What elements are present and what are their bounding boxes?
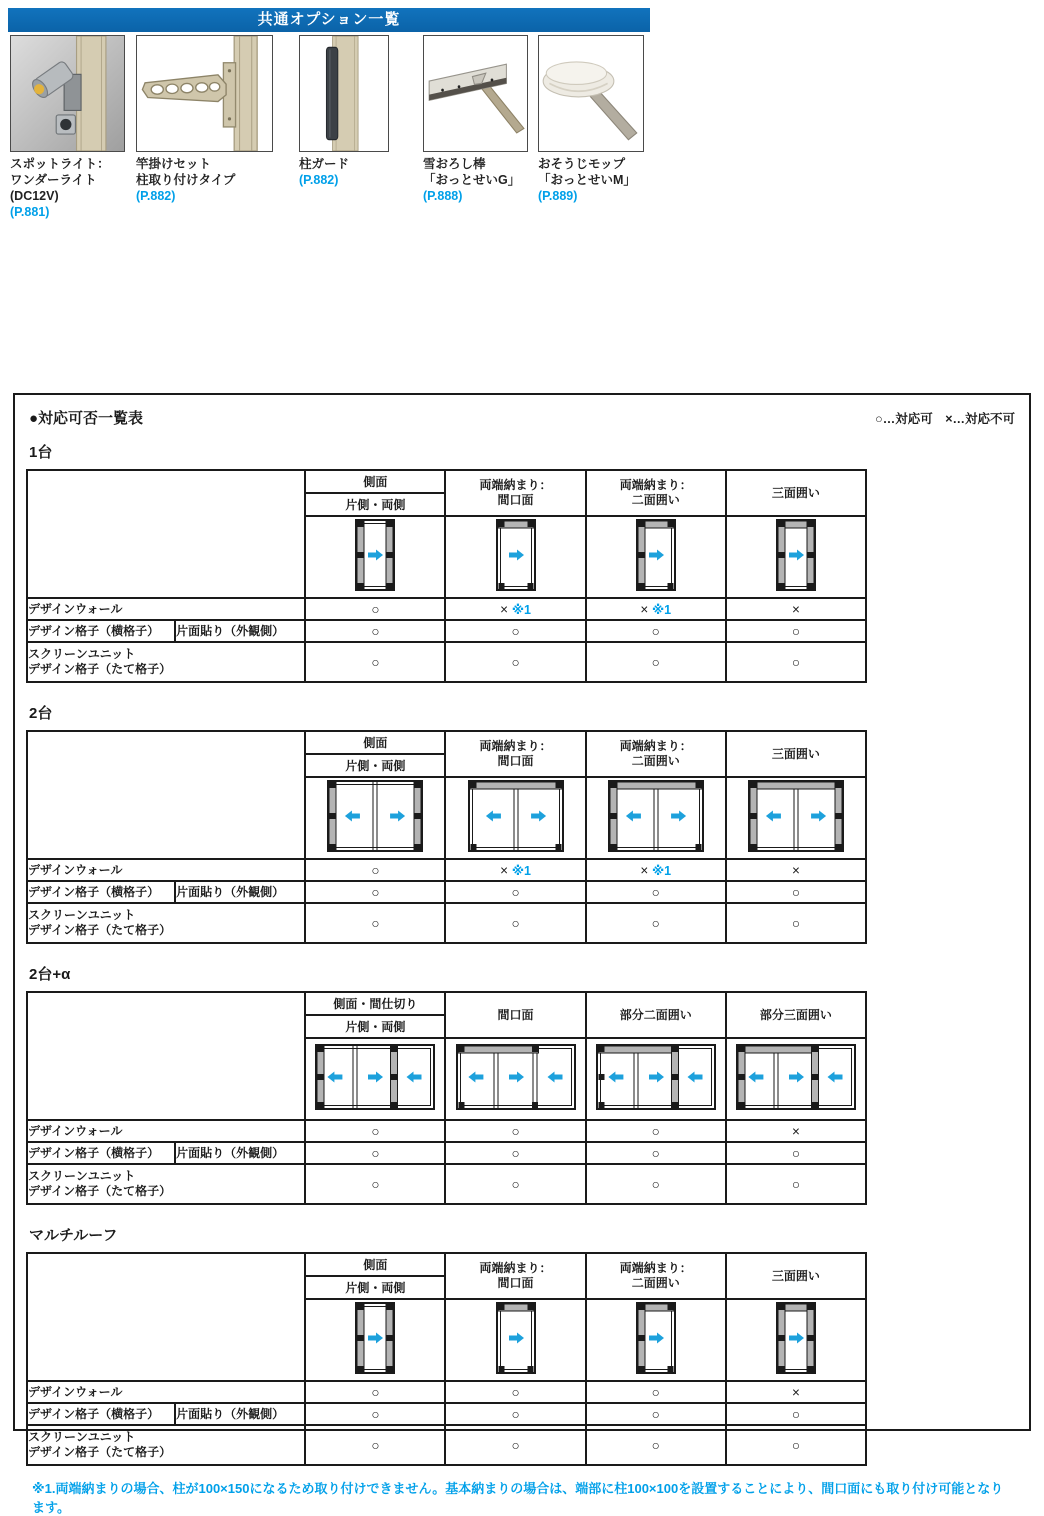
layout-diagram — [636, 519, 676, 591]
table-title: 1台 — [29, 444, 53, 461]
product-name: 竿掛けセット 柱取り付けタイプ — [136, 157, 236, 187]
value-cell: × ※1 — [445, 859, 585, 881]
compatibility-title: ●対応可否一覧表 — [29, 410, 144, 427]
row-label: デザインウォール — [27, 859, 305, 881]
row-label: デザインウォール — [27, 598, 305, 620]
value-cell: ○ — [305, 859, 445, 881]
value-cell: ○ — [445, 1403, 585, 1425]
layout-diagram — [496, 1302, 536, 1374]
value-cell: ○ — [586, 620, 726, 642]
product-page-ref: (P.888) — [423, 189, 463, 203]
layout-diagram — [315, 1044, 435, 1110]
row-label: デザインウォール — [27, 1120, 305, 1142]
diagram-cell — [586, 1038, 726, 1120]
value-cell: ○ — [586, 1381, 726, 1403]
value-cell: ○ — [726, 903, 866, 943]
layout-diagram — [456, 1044, 576, 1110]
product-card — [538, 35, 644, 205]
diagram-cell — [305, 777, 445, 859]
value-cell: ○ — [305, 1142, 445, 1164]
layout-diagram — [776, 1302, 816, 1374]
post-guard-photo — [299, 35, 389, 152]
layout-diagram — [596, 1044, 716, 1110]
value-cell: ○ — [445, 1142, 585, 1164]
value-cell: ○ — [445, 1381, 585, 1403]
layout-diagram — [355, 519, 395, 591]
value-cell: ○ — [305, 903, 445, 943]
column-header: 側面 — [305, 1253, 445, 1276]
row-label: スクリーンユニット デザイン格子（たて格子） — [27, 1164, 305, 1204]
row-sublabel: 片面貼り（外観側） — [175, 1142, 305, 1164]
row-label: デザイン格子（横格子） — [27, 881, 175, 903]
row-label: スクリーンユニット デザイン格子（たて格子） — [27, 903, 305, 943]
value-cell: ○ — [445, 1120, 585, 1142]
value-cell: × ※1 — [445, 598, 585, 620]
value-cell: ○ — [726, 881, 866, 903]
label-column-spacer — [27, 992, 305, 1120]
value-cell: ○ — [305, 1164, 445, 1204]
value-cell: ○ — [726, 620, 866, 642]
value-cell: ○ — [586, 1120, 726, 1142]
value-cell: ○ — [726, 1142, 866, 1164]
compat-tables — [26, 441, 1015, 1466]
value-cell: × — [726, 1381, 866, 1403]
value-cell: ○ — [726, 1164, 866, 1204]
mop-photo — [538, 35, 644, 152]
row-label: デザイン格子（横格子） — [27, 620, 175, 642]
row-label: デザイン格子（横格子） — [27, 1142, 175, 1164]
value-cell: ○ — [305, 1425, 445, 1465]
row-label: デザイン格子（横格子） — [27, 1403, 175, 1425]
column-header: 側面 — [305, 470, 445, 493]
column-header: 両端納まり： 間口面 — [445, 1253, 585, 1299]
diagram-cell — [305, 1299, 445, 1381]
column-header: 両端納まり： 二面囲い — [586, 1253, 726, 1299]
value-cell: ○ — [305, 1403, 445, 1425]
table-title: マルチルーフ — [29, 1227, 118, 1244]
product-card — [299, 35, 389, 189]
row-label: スクリーンユニット デザイン格子（たて格子） — [27, 642, 305, 682]
diagram-cell — [445, 516, 585, 598]
value-cell: ○ — [305, 642, 445, 682]
diagram-cell — [586, 777, 726, 859]
value-cell: ○ — [586, 1164, 726, 1204]
product-card — [423, 35, 528, 205]
value-cell: ○ — [445, 1425, 585, 1465]
value-cell: ○ — [586, 1142, 726, 1164]
column-header: 側面 — [305, 731, 445, 754]
product-name: 雪おろし棒 「おっとせいG」 — [423, 157, 521, 187]
diagram-cell — [726, 516, 866, 598]
column-subheader: 片側・両側 — [305, 493, 445, 516]
column-subheader: 片側・両側 — [305, 1015, 445, 1038]
column-header: 両端納まり： 二面囲い — [586, 470, 726, 516]
value-cell: ○ — [586, 881, 726, 903]
row-sublabel: 片面貼り（外観側） — [175, 881, 305, 903]
product-list — [0, 35, 1044, 235]
compat-table — [26, 1252, 867, 1466]
value-cell: × — [726, 1120, 866, 1142]
layout-diagram — [776, 519, 816, 591]
column-subheader: 片側・両側 — [305, 754, 445, 777]
table-title: 2台 — [29, 705, 53, 722]
value-cell: ○ — [305, 620, 445, 642]
value-cell: ○ — [305, 881, 445, 903]
diagram-cell — [305, 516, 445, 598]
value-cell: ○ — [445, 881, 585, 903]
compatibility-section — [13, 393, 1031, 1515]
row-label: スクリーンユニット デザイン格子（たて格子） — [27, 1425, 305, 1465]
diagram-cell — [726, 1299, 866, 1381]
snow-rake-photo — [423, 35, 528, 152]
layout-diagram — [748, 780, 844, 852]
diagram-cell — [726, 1038, 866, 1120]
value-cell: ○ — [726, 642, 866, 682]
column-header: 部分三面囲い — [726, 992, 866, 1038]
column-header: 部分二面囲い — [586, 992, 726, 1038]
legend: ○…対応可 ×…対応不可 — [875, 412, 1015, 426]
layout-diagram — [736, 1044, 856, 1110]
value-cell: ○ — [305, 1381, 445, 1403]
diagram-cell — [445, 1038, 585, 1120]
footnote-marker: ※1 — [651, 863, 672, 878]
value-cell: ○ — [445, 1164, 585, 1204]
diagram-cell — [586, 1299, 726, 1381]
spotlight-photo — [10, 35, 125, 152]
diagram-cell — [305, 1038, 445, 1120]
row-sublabel: 片面貼り（外観側） — [175, 620, 305, 642]
value-cell: ○ — [586, 903, 726, 943]
layout-diagram — [496, 519, 536, 591]
row-sublabel: 片面貼り（外観側） — [175, 1403, 305, 1425]
product-page-ref: (P.882) — [299, 173, 339, 187]
column-header: 三面囲い — [726, 470, 866, 516]
table-title: 2台+α — [29, 966, 71, 983]
diagram-cell — [445, 1299, 585, 1381]
footnote-marker: ※1 — [651, 602, 672, 617]
product-name: スポットライト： ワンダーライト (DC12V) — [10, 157, 110, 203]
common-options-header: 共通オプション一覧 — [8, 8, 650, 32]
value-cell: ○ — [586, 642, 726, 682]
footnote-marker: ※1 — [511, 602, 531, 617]
compatibility-header — [26, 407, 1015, 428]
value-cell: ○ — [726, 1425, 866, 1465]
column-header: 両端納まり： 二面囲い — [586, 731, 726, 777]
value-cell: ○ — [445, 903, 585, 943]
column-header: 三面囲い — [726, 1253, 866, 1299]
product-name: 柱ガード — [299, 157, 350, 171]
column-header: 三面囲い — [726, 731, 866, 777]
value-cell: × — [726, 598, 866, 620]
compat-table — [26, 991, 867, 1205]
footnote: ※1.両端納まりの場合、柱が100×150になるため取り付けできません。基本納まりの場合は、端部に柱100×100を設置することにより、間口面にも取り付け可能となります。 — [32, 1481, 1004, 1515]
label-column-spacer — [27, 1253, 305, 1381]
column-subheader: 片側・両側 — [305, 1276, 445, 1299]
layout-diagram — [355, 1302, 395, 1374]
value-cell: ○ — [445, 620, 585, 642]
pole-hanger-photo — [136, 35, 273, 152]
column-header: 両端納まり： 間口面 — [445, 470, 585, 516]
product-name: おそうじモップ 「おっとせいM」 — [538, 157, 636, 187]
value-cell: ○ — [726, 1403, 866, 1425]
column-header: 両端納まり： 間口面 — [445, 731, 585, 777]
label-column-spacer — [27, 731, 305, 859]
value-cell: ○ — [445, 642, 585, 682]
column-header: 間口面 — [445, 992, 585, 1038]
layout-diagram — [608, 780, 704, 852]
footnote-marker: ※1 — [511, 863, 531, 878]
value-cell: × ※1 — [586, 859, 726, 881]
diagram-cell — [586, 516, 726, 598]
value-cell: ○ — [305, 1120, 445, 1142]
compat-table — [26, 730, 867, 944]
value-cell: × — [726, 859, 866, 881]
diagram-cell — [445, 777, 585, 859]
value-cell: × ※1 — [586, 598, 726, 620]
value-cell: ○ — [586, 1403, 726, 1425]
diagram-cell — [726, 777, 866, 859]
value-cell: ○ — [586, 1425, 726, 1465]
layout-diagram — [327, 780, 423, 852]
product-page-ref: (P.882) — [136, 189, 176, 203]
product-card — [10, 35, 125, 221]
product-page-ref: (P.881) — [10, 205, 50, 219]
product-page-ref: (P.889) — [538, 189, 578, 203]
compat-table — [26, 469, 867, 683]
product-card — [136, 35, 273, 205]
column-header: 側面・間仕切り — [305, 992, 445, 1015]
value-cell: ○ — [305, 598, 445, 620]
layout-diagram — [636, 1302, 676, 1374]
layout-diagram — [468, 780, 564, 852]
row-label: デザインウォール — [27, 1381, 305, 1403]
label-column-spacer — [27, 470, 305, 598]
